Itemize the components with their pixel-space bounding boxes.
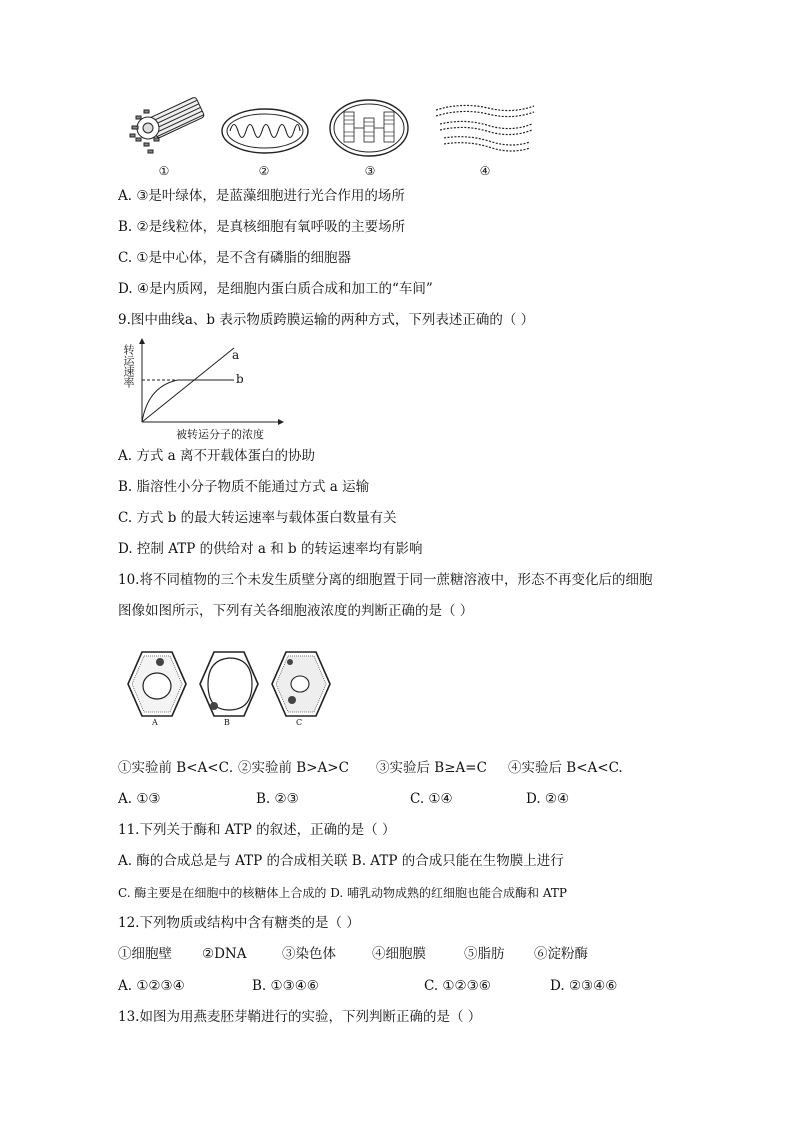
centriole-drawing: [126, 98, 210, 156]
q10-statement-1: ①实验前 B<A<C．: [118, 760, 243, 776]
q9-graph-curve-b-label: b: [236, 372, 244, 386]
q10-cell-label-b: B: [224, 718, 230, 727]
q10-stem-line-2: 图像如图所示，下列有关各细胞液浓度的判断正确的是（ ）: [118, 603, 474, 619]
q10-stem-line-1: 10.将不同植物的三个未发生质壁分离的细胞置于同一蔗糖溶液中，形态不再变化后的细胞: [118, 572, 653, 588]
q12-items: [118, 945, 618, 963]
q12-option-b: B. ①③④⑥: [252, 978, 319, 994]
q9-transport-graph: [118, 336, 288, 446]
q9-graph-curve-a-label: a: [232, 348, 240, 362]
q10-option-b: B. ②③: [256, 791, 299, 807]
q10-option-c: C. ①④: [410, 791, 453, 807]
q9-option-c: C. 方式 b 的最大转运速率与载体蛋白数量有关: [118, 510, 397, 526]
q9-option-a: A. 方式 a 离不开载体蛋白的协助: [118, 448, 315, 464]
organelle-label-4: ④: [479, 164, 491, 178]
q8-option-a: A. ③是叶绿体，是蓝藻细胞进行光合作用的场所: [118, 188, 405, 204]
q13-stem: 13.如图为用燕麦胚芽鞘进行的实验，下列判断正确的是（ ）: [118, 1009, 482, 1025]
q12-option-d: D. ②③④⑥: [550, 978, 618, 994]
mitochondrion-drawing: [220, 106, 310, 156]
q12-item-1: ①细胞壁: [118, 946, 172, 962]
q9-graph-xlabel: 被转运分子的浓度: [176, 428, 264, 441]
q10-options: [118, 790, 598, 808]
q9-option-b: B. 脂溶性小分子物质不能通过方式 a 运输: [118, 479, 370, 495]
q12-item-6: ⑥淀粉酶: [534, 946, 588, 962]
q12-item-2: ②DNA: [202, 946, 247, 962]
q12-options: [118, 977, 638, 995]
q12-option-a: A. ①②③④: [118, 978, 185, 994]
endoplasmic-reticulum-drawing: [432, 100, 538, 156]
q12-stem: 12.下列物质或结构中含有糖类的是（ ）: [118, 915, 360, 931]
q12-item-4: ④细胞膜: [372, 946, 426, 962]
q10-cells-figure: [118, 648, 328, 728]
q11-options-cd: C. 酶主要是在细胞中的核糖体上合成的 D. 哺乳动物成熟的红细胞也能合成酶和 ATP: [118, 886, 567, 900]
q8-option-b: B. ②是线粒体，是真核细胞有氧呼吸的主要场所: [118, 219, 406, 235]
q11-stem: 11.下列关于酶和 ATP 的叙述，正确的是（ ）: [118, 822, 396, 838]
q10-statements: [118, 759, 678, 777]
q9-graph-ylabel: 转运速率: [122, 344, 135, 388]
q12-item-5: ⑤脂肪: [464, 946, 505, 962]
q10-statement-2: ②实验前 B>A>C: [238, 760, 349, 776]
organelle-label-2: ②: [258, 164, 270, 178]
organelle-label-3: ③: [364, 164, 376, 178]
q10-cell-label-c: C: [296, 718, 303, 727]
q8-option-d: D. ④是内质网，是细胞内蛋白质合成和加工的“车间”: [118, 281, 433, 297]
q12-item-3: ③染色体: [282, 946, 336, 962]
chloroplast-drawing: [328, 98, 410, 158]
q11-options-ab: A. 酶的合成总是与 ATP 的合成相关联 B. ATP 的合成只能在生物膜上进行: [118, 853, 564, 869]
q10-option-a: A. ①③: [118, 791, 161, 807]
q10-statement-3: ③实验后 B≥A=C: [376, 760, 487, 776]
q8-option-c: C. ①是中心体，是不含有磷脂的细胞器: [118, 250, 352, 266]
organelle-label-1: ①: [158, 164, 170, 178]
q10-option-d: D. ②④: [526, 791, 570, 807]
q10-cell-label-a: A: [152, 718, 158, 727]
q9-stem: 9.图中曲线a、b 表示物质跨膜运输的两种方式，下列表述正确的（ ）: [118, 312, 535, 328]
q12-option-c: C. ①②③⑥: [424, 978, 491, 994]
q9-option-d: D. 控制 ATP 的供给对 a 和 b 的转运速率均有影响: [118, 541, 423, 557]
q10-statement-4: ④实验后 B<A<C.: [508, 760, 623, 776]
